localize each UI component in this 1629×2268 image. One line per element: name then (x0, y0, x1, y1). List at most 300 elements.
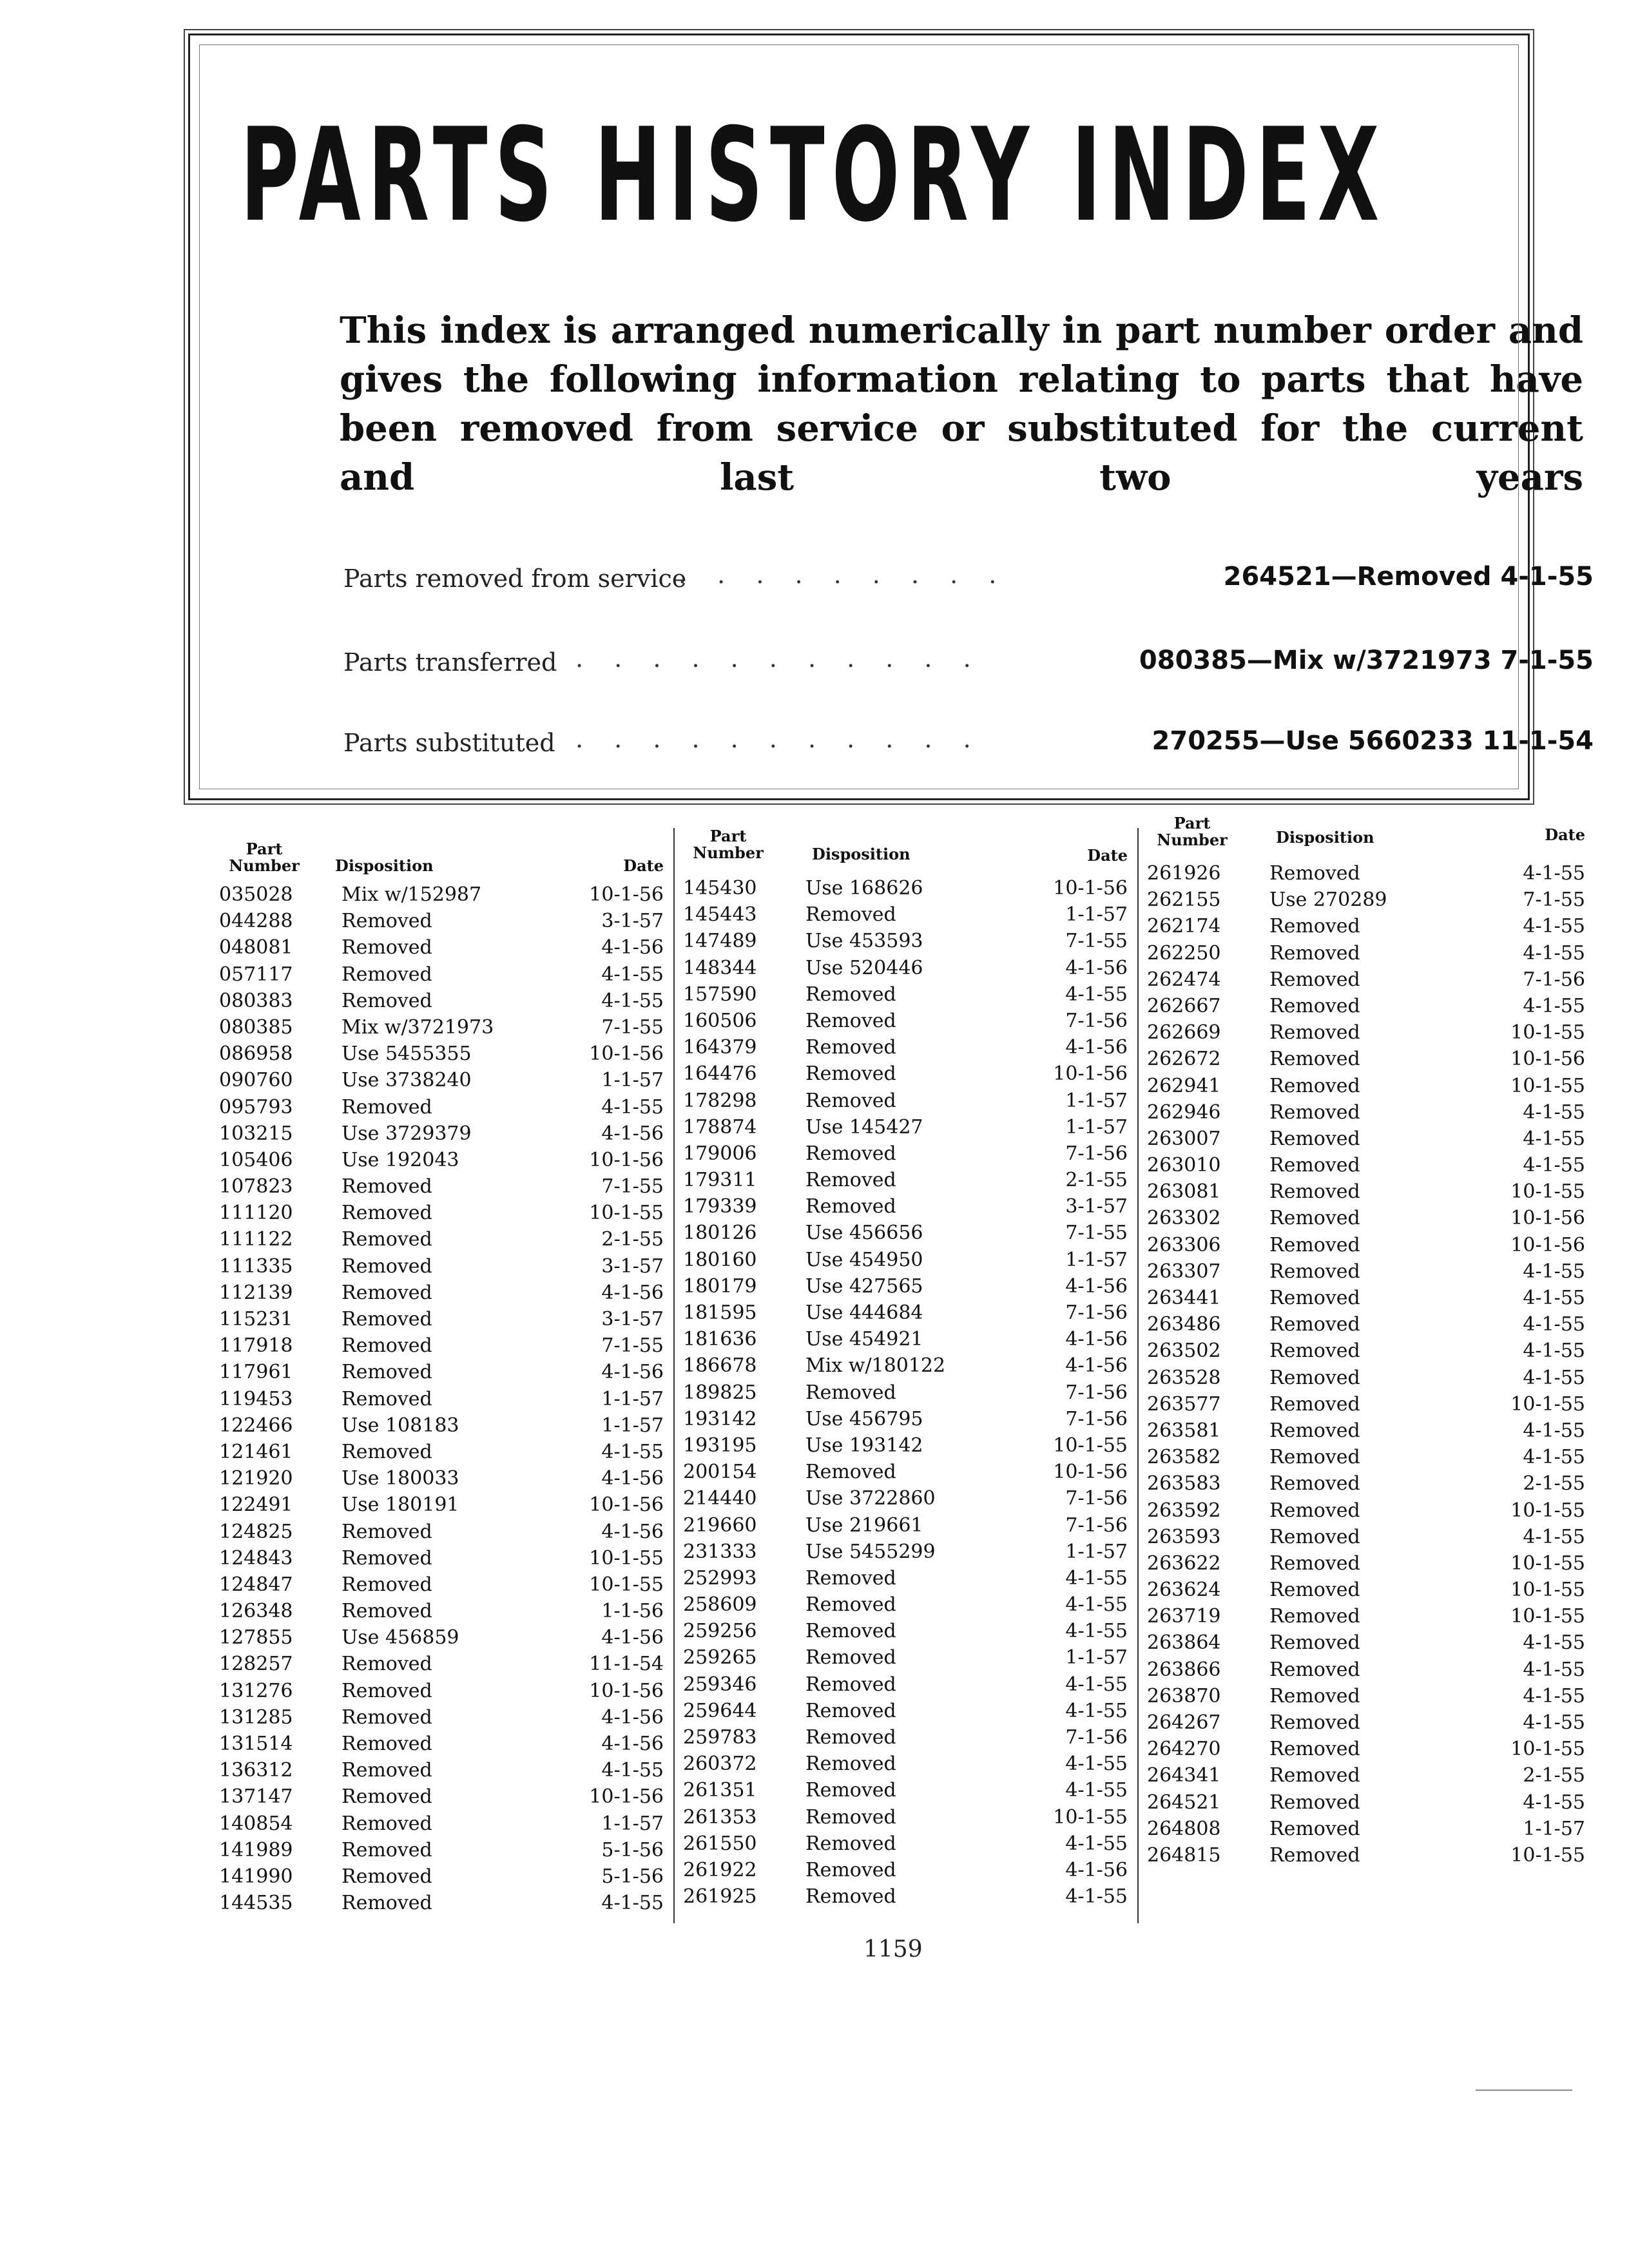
disposition-cell: Removed (342, 1202, 432, 1225)
part-number-cell: 179006 (683, 1142, 757, 1165)
part-number-cell: 178874 (683, 1115, 757, 1139)
part-number-cell: 107823 (219, 1175, 293, 1198)
disposition-cell: Removed (342, 1706, 432, 1729)
table-row (683, 901, 1128, 928)
part-number-cell: 147489 (683, 930, 757, 953)
table-row (683, 1804, 1128, 1831)
date-cell: 4-1-55 (1065, 1566, 1128, 1590)
disposition-cell: Use 168626 (805, 877, 923, 899)
table-row (219, 1863, 664, 1890)
date-cell: 7-1-55 (601, 1334, 664, 1358)
disposition-cell: Removed (1269, 1579, 1360, 1602)
header-part: Part (1173, 814, 1211, 832)
header-number: Number (229, 856, 300, 875)
disposition-cell: Use 456859 (342, 1626, 459, 1649)
rows-column-1 (219, 881, 664, 1916)
disposition-cell: Removed (805, 1646, 896, 1669)
date-cell: 10-1-55 (589, 1573, 664, 1596)
date-cell: 4-1-56 (1065, 1354, 1128, 1378)
table-row (1147, 860, 1585, 887)
date-cell: 10-1-56 (589, 1679, 664, 1702)
disposition-cell: Removed (805, 1089, 896, 1112)
part-number-cell: 080385 (219, 1015, 293, 1039)
part-number-cell: 117961 (219, 1361, 293, 1384)
disposition-cell: Removed (342, 1573, 432, 1596)
part-number-cell: 200154 (683, 1461, 757, 1484)
disposition-cell: Removed (1269, 1287, 1360, 1309)
part-number-cell: 035028 (219, 883, 293, 906)
date-cell: 4-1-56 (1065, 1328, 1128, 1351)
date-cell: 4-1-55 (601, 1892, 664, 1915)
disposition-cell: Removed (1269, 1843, 1360, 1867)
disposition-cell: Removed (1269, 1340, 1360, 1363)
disposition-cell: Use 3722860 (805, 1487, 936, 1510)
date-cell: 4-1-55 (601, 963, 664, 986)
table-row (1147, 1603, 1585, 1629)
header-disposition: Disposition (335, 856, 434, 875)
table-row (1147, 1073, 1585, 1099)
table-row (683, 1485, 1128, 1512)
part-number-cell: 264815 (1147, 1843, 1221, 1867)
date-cell: 4-1-56 (601, 1520, 664, 1543)
part-number-cell: 144535 (219, 1892, 293, 1915)
date-cell: 4-1-55 (1523, 1658, 1585, 1681)
table-row (683, 1247, 1128, 1273)
date-cell: 4-1-55 (1523, 1446, 1585, 1469)
part-number-cell: 262174 (1147, 915, 1221, 938)
part-number-cell: 252993 (683, 1566, 757, 1590)
disposition-cell: Removed (1269, 1499, 1360, 1522)
disposition-cell: Use 454921 (805, 1328, 923, 1351)
table-row (219, 1757, 664, 1783)
date-cell: 4-1-55 (1523, 1127, 1585, 1150)
disposition-cell: Mix w/180122 (805, 1354, 946, 1378)
part-number-cell: 219660 (683, 1514, 757, 1537)
part-number-cell: 263592 (1147, 1499, 1221, 1522)
disposition-cell: Removed (805, 1779, 896, 1802)
part-number-cell: 157590 (683, 983, 757, 1006)
table-row (1147, 1789, 1585, 1816)
part-number-cell: 263528 (1147, 1366, 1221, 1389)
disposition-cell: Removed (342, 1254, 432, 1278)
table-row (1147, 1099, 1585, 1126)
disposition-cell: Removed (1269, 1658, 1360, 1681)
date-cell: 10-1-55 (1510, 1021, 1585, 1044)
disposition-cell: Removed (805, 1885, 896, 1908)
disposition-cell: Removed (805, 1195, 896, 1218)
disposition-cell: Removed (342, 1281, 432, 1304)
header-part-number (219, 841, 309, 874)
disposition-cell: Removed (1269, 1738, 1360, 1761)
date-cell: 10-1-55 (1510, 1392, 1585, 1416)
disposition-cell: Removed (1269, 1764, 1360, 1787)
part-number-cell: 259346 (683, 1673, 757, 1696)
table-row (219, 1519, 664, 1545)
disposition-cell: Removed (805, 1381, 896, 1404)
disposition-cell: Removed (1269, 1127, 1360, 1150)
date-cell: 4-1-55 (1065, 1593, 1128, 1617)
date-cell: 4-1-55 (1065, 1885, 1128, 1908)
date-cell: 4-1-56 (601, 1281, 664, 1304)
table-row (683, 1008, 1128, 1034)
disposition-cell: Removed (1269, 1366, 1360, 1389)
disposition-cell: Removed (342, 1361, 432, 1384)
date-cell: 4-1-55 (1523, 1711, 1585, 1734)
table-row (219, 988, 664, 1014)
table-row (1147, 1365, 1585, 1391)
part-number-cell: 261926 (1147, 862, 1221, 885)
column-1 (219, 815, 664, 1923)
header-date: Date (1545, 825, 1585, 844)
table-row (1147, 993, 1585, 1019)
part-number-cell: 262474 (1147, 968, 1221, 991)
date-cell: 7-1-56 (1065, 1381, 1128, 1404)
intro-paragraph: This index is arranged numerically in part number order and gives the following information relating to parts that have been removed from service or substituted for the current and last two years (340, 309, 1583, 499)
table-row (219, 1200, 664, 1226)
date-cell: 7-1-55 (1065, 1222, 1128, 1245)
date-cell: 4-1-56 (601, 1467, 664, 1490)
table-row (219, 1837, 664, 1863)
part-number-cell: 111120 (219, 1202, 293, 1225)
part-number-cell: 112139 (219, 1281, 293, 1304)
disposition-cell: Removed (1269, 1525, 1360, 1548)
part-number-cell: 180160 (683, 1248, 757, 1271)
table-row (219, 1147, 664, 1173)
disposition-cell: Mix w/152987 (342, 883, 482, 906)
disposition-cell: Removed (1269, 968, 1360, 991)
part-number-cell: 263582 (1147, 1446, 1221, 1469)
part-number-cell: 263007 (1147, 1127, 1221, 1150)
table-row (219, 1412, 664, 1439)
table-row (683, 1565, 1128, 1591)
part-number-cell: 103215 (219, 1122, 293, 1145)
part-number-cell: 131276 (219, 1679, 293, 1702)
disposition-cell: Removed (342, 989, 432, 1012)
table-row (1147, 1046, 1585, 1072)
table-row (1147, 1709, 1585, 1736)
part-number-cell: 261351 (683, 1779, 757, 1802)
date-cell: 4-1-55 (1065, 1753, 1128, 1776)
disposition-cell: Removed (1269, 1313, 1360, 1336)
date-cell: 4-1-55 (1523, 1791, 1585, 1814)
legend-example: 270255—Use 5660233 11-1-54 (1152, 726, 1594, 756)
date-cell: 1-1-56 (601, 1600, 664, 1623)
disposition-cell: Removed (1269, 1817, 1360, 1840)
date-cell: 10-1-55 (1053, 1805, 1128, 1829)
legend-example: 264521—Removed 4-1-55 (1223, 562, 1594, 591)
disposition-cell: Removed (342, 910, 432, 933)
table-row (683, 1857, 1128, 1883)
disposition-cell: Use 427565 (805, 1274, 923, 1298)
table-row (683, 1432, 1128, 1459)
part-number-cell: 090760 (219, 1069, 293, 1092)
disposition-cell: Removed (1269, 1233, 1360, 1256)
part-number-cell: 263302 (1147, 1207, 1221, 1230)
part-number-cell: 080383 (219, 989, 293, 1012)
part-number-cell: 111122 (219, 1228, 293, 1251)
disposition-cell: Removed (342, 1785, 432, 1809)
disposition-cell: Use 180191 (342, 1494, 459, 1517)
date-cell: 4-1-55 (1523, 1340, 1585, 1363)
date-cell: 10-1-55 (1510, 1180, 1585, 1204)
table-row (1147, 1842, 1585, 1869)
part-number-cell: 261353 (683, 1805, 757, 1829)
table-row (1147, 966, 1585, 993)
table-row (1147, 913, 1585, 939)
part-number-cell: 261550 (683, 1832, 757, 1855)
table-row (219, 1014, 664, 1041)
table-row (219, 1067, 664, 1093)
date-cell: 5-1-56 (601, 1838, 664, 1861)
part-number-cell: 263502 (1147, 1340, 1221, 1363)
date-cell: 10-1-55 (1510, 1738, 1585, 1761)
date-cell: 1-1-57 (1065, 903, 1128, 927)
table-row (1147, 1657, 1585, 1683)
date-cell: 10-1-55 (1510, 1499, 1585, 1522)
disposition-cell: Removed (342, 1546, 432, 1570)
part-number-cell: 264267 (1147, 1711, 1221, 1734)
part-number-cell: 179311 (683, 1169, 757, 1192)
date-cell: 4-1-55 (1523, 915, 1585, 938)
part-number-cell: 127855 (219, 1626, 293, 1649)
part-number-cell: 264270 (1147, 1738, 1221, 1761)
table-row (219, 1890, 664, 1916)
table-row (1147, 1019, 1585, 1046)
date-cell: 7-1-56 (1065, 1142, 1128, 1165)
table-row (1147, 1285, 1585, 1311)
part-number-cell: 140854 (219, 1812, 293, 1835)
table-row (219, 1731, 664, 1757)
legend-example: 080385—Mix w/3721973 7-1-55 (1139, 646, 1594, 675)
part-number-cell: 180179 (683, 1274, 757, 1298)
table-row (219, 1678, 664, 1704)
column-2 (683, 815, 1128, 1923)
disposition-cell: Removed (342, 1759, 432, 1782)
date-cell: 4-1-55 (601, 1095, 664, 1119)
date-cell: 10-1-55 (1510, 1074, 1585, 1097)
part-number-cell: 095793 (219, 1095, 293, 1119)
header-number: Number (1157, 831, 1228, 849)
part-number-cell: 131285 (219, 1706, 293, 1729)
date-cell: 7-1-55 (1523, 889, 1585, 912)
date-cell: 4-1-55 (1065, 983, 1128, 1006)
column-divider (673, 828, 675, 1923)
part-number-cell: 263624 (1147, 1579, 1221, 1602)
disposition-cell: Use 145427 (805, 1115, 923, 1139)
date-cell: 4-1-55 (1065, 1673, 1128, 1696)
table-row (1147, 940, 1585, 966)
part-number-cell: 262669 (1147, 1021, 1221, 1044)
table-row (219, 1253, 664, 1280)
table-row (1147, 1762, 1585, 1789)
date-cell: 2-1-55 (1523, 1472, 1585, 1495)
table-row (683, 1300, 1128, 1326)
date-cell: 4-1-56 (601, 1122, 664, 1145)
date-cell: 3-1-57 (601, 1308, 664, 1331)
part-number-cell: 263577 (1147, 1392, 1221, 1416)
disposition-cell: Removed (1269, 1446, 1360, 1469)
disposition-cell: Removed (342, 1520, 432, 1543)
date-cell: 4-1-55 (1523, 941, 1585, 965)
date-cell: 10-1-56 (1510, 1233, 1585, 1256)
part-number-cell: 263866 (1147, 1658, 1221, 1681)
table-row (683, 955, 1128, 981)
part-number-cell: 111335 (219, 1254, 293, 1278)
date-cell: 4-1-56 (601, 1626, 664, 1649)
table-row (219, 1704, 664, 1731)
table-row (683, 1644, 1128, 1671)
table-row (219, 1173, 664, 1200)
part-number-cell: 128257 (219, 1653, 293, 1676)
disposition-cell: Removed (1269, 1260, 1360, 1283)
part-number-cell: 261922 (683, 1858, 757, 1881)
table-row (683, 1326, 1128, 1352)
table-row (219, 881, 664, 908)
date-cell: 4-1-55 (1523, 1260, 1585, 1283)
date-cell: 4-1-55 (1523, 1631, 1585, 1655)
date-cell: 10-1-55 (589, 1546, 664, 1570)
table-row (1147, 887, 1585, 913)
table-row (1147, 1577, 1585, 1603)
part-number-cell: 193195 (683, 1434, 757, 1457)
disposition-cell: Removed (805, 1036, 896, 1059)
disposition-cell: Removed (342, 1228, 432, 1251)
part-number-cell: 181595 (683, 1302, 757, 1324)
table-row (683, 1698, 1128, 1724)
leader-dots: . . . . . . . . . . . (575, 644, 983, 673)
legend-substituted (343, 718, 1594, 757)
table-row (1147, 1126, 1585, 1152)
disposition-cell: Use 108183 (342, 1414, 459, 1437)
table-row (683, 1273, 1128, 1300)
table-row (219, 1041, 664, 1067)
disposition-cell: Removed (1269, 1684, 1360, 1707)
date-cell: 7-1-56 (1065, 1302, 1128, 1324)
date-cell: 10-1-56 (589, 883, 664, 906)
table-row (219, 961, 664, 988)
part-number-cell: 136312 (219, 1759, 293, 1782)
date-cell: 10-1-56 (1510, 1048, 1585, 1071)
part-number-cell: 263306 (1147, 1233, 1221, 1256)
table-row (1147, 1444, 1585, 1470)
date-cell: 4-1-56 (601, 1361, 664, 1384)
disposition-cell: Use 456656 (805, 1222, 923, 1245)
disposition-cell: Removed (1269, 862, 1360, 885)
disposition-cell: Removed (342, 1440, 432, 1463)
column-divider (1137, 828, 1139, 1923)
table-row (219, 934, 664, 961)
table-row (219, 1651, 664, 1677)
table-row (683, 1512, 1128, 1539)
part-number-cell: 263622 (1147, 1552, 1221, 1575)
table-row (683, 1831, 1128, 1857)
table-row (683, 1591, 1128, 1618)
table-row (683, 1459, 1128, 1485)
part-number-cell: 263864 (1147, 1631, 1221, 1655)
part-number-cell: 044288 (219, 910, 293, 933)
table-row (219, 1439, 664, 1465)
table-row (683, 928, 1128, 954)
table-row (1147, 1683, 1585, 1709)
table-row (219, 1465, 664, 1492)
disposition-cell: Removed (1269, 1791, 1360, 1814)
date-cell: 7-1-56 (1065, 1487, 1128, 1510)
table-row (1147, 1391, 1585, 1418)
disposition-cell: Removed (342, 1653, 432, 1676)
disposition-cell: Removed (342, 1865, 432, 1888)
table-row (1147, 1629, 1585, 1656)
disposition-cell: Removed (1269, 1180, 1360, 1204)
date-cell: 10-1-56 (589, 1785, 664, 1809)
table-row (219, 1280, 664, 1306)
disposition-cell: Removed (1269, 915, 1360, 938)
date-cell: 5-1-56 (601, 1865, 664, 1888)
part-number-cell: 263583 (1147, 1472, 1221, 1495)
disposition-cell: Removed (805, 1805, 896, 1829)
part-number-cell: 145443 (683, 903, 757, 927)
part-number-cell: 145430 (683, 877, 757, 899)
table-row (683, 1114, 1128, 1140)
table-row (219, 1783, 664, 1810)
part-number-cell: 141990 (219, 1865, 293, 1888)
disposition-cell: Removed (805, 983, 896, 1006)
date-cell: 1-1-57 (1065, 1089, 1128, 1112)
part-number-cell: 262946 (1147, 1100, 1221, 1124)
header-disposition: Disposition (1276, 828, 1374, 847)
part-number-cell: 259783 (683, 1726, 757, 1749)
date-cell: 4-1-56 (601, 936, 664, 959)
disposition-cell: Removed (805, 1620, 896, 1643)
disposition-cell: Removed (342, 1812, 432, 1835)
table-row (1147, 1338, 1585, 1364)
part-number-cell: 193142 (683, 1407, 757, 1430)
part-number-cell: 263081 (1147, 1180, 1221, 1204)
date-cell: 10-1-56 (1053, 1062, 1128, 1086)
disposition-cell: Removed (1269, 1100, 1360, 1124)
disposition-cell: Removed (805, 1009, 896, 1032)
header-disposition: Disposition (812, 845, 911, 863)
disposition-cell: Use 456795 (805, 1407, 923, 1430)
part-number-cell: 263010 (1147, 1154, 1221, 1177)
disposition-cell: Use 453593 (805, 930, 923, 953)
table-row (219, 1598, 664, 1624)
disposition-cell: Use 3738240 (342, 1069, 472, 1092)
rows-column-2 (683, 875, 1128, 1910)
date-cell: 4-1-55 (1523, 862, 1585, 885)
table-row (1147, 1232, 1585, 1258)
date-cell: 4-1-55 (1065, 1832, 1128, 1855)
date-cell: 7-1-56 (1065, 1726, 1128, 1749)
part-number-cell: 137147 (219, 1785, 293, 1809)
part-number-cell: 179339 (683, 1195, 757, 1218)
disposition-cell: Removed (342, 1387, 432, 1410)
disposition-cell: Use 520446 (805, 956, 923, 979)
disposition-cell: Removed (1269, 1392, 1360, 1416)
part-number-cell: 086958 (219, 1043, 293, 1066)
table-row (683, 981, 1128, 1008)
table-row (219, 1811, 664, 1837)
table-row (219, 1571, 664, 1598)
table-row (683, 875, 1128, 901)
date-cell: 1-1-57 (1065, 1248, 1128, 1271)
part-number-cell: 164476 (683, 1062, 757, 1086)
header-date: Date (1087, 846, 1128, 865)
date-cell: 1-1-57 (1065, 1646, 1128, 1669)
part-number-cell: 048081 (219, 936, 293, 959)
disposition-cell: Removed (1269, 1711, 1360, 1734)
table-row (683, 1777, 1128, 1803)
date-cell: 7-1-56 (1065, 1009, 1128, 1032)
